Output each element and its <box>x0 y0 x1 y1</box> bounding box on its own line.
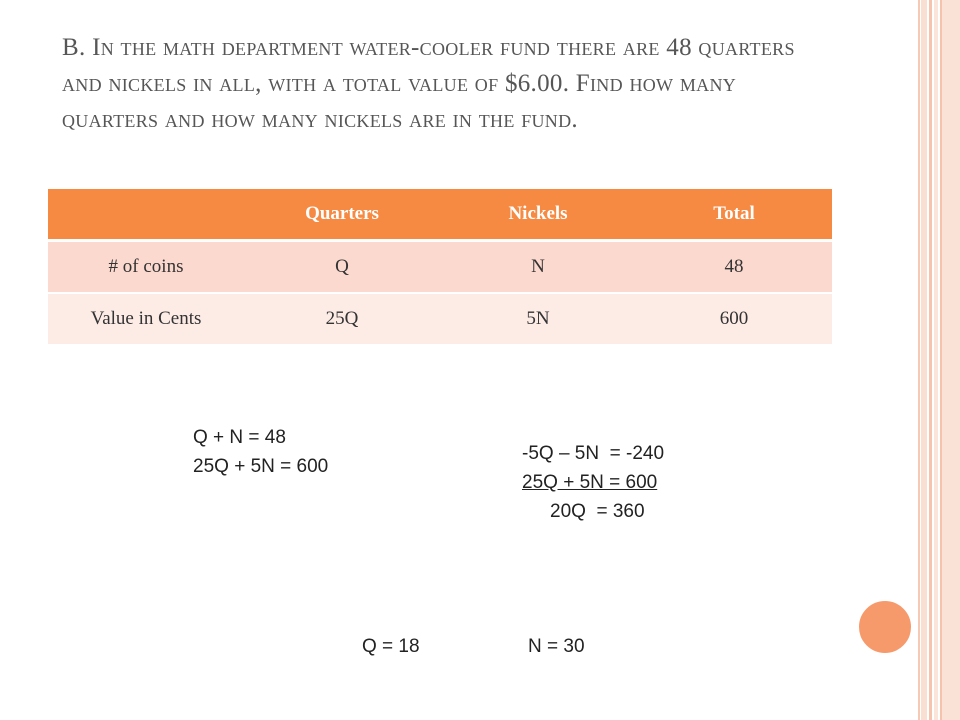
decor-stripe <box>918 0 920 720</box>
decor-stripe <box>921 0 927 720</box>
table-header: Nickels <box>440 189 636 241</box>
table-cell: 600 <box>636 293 832 344</box>
decor-circle <box>856 598 914 656</box>
table-header: Total <box>636 189 832 241</box>
table-cell: Value in Cents <box>48 293 244 344</box>
table-header-row <box>48 189 832 241</box>
table-header: Quarters <box>244 189 440 241</box>
table-cell: 25Q <box>244 293 440 344</box>
table-cell: 5N <box>440 293 636 344</box>
decor-stripe <box>940 0 960 720</box>
decor-stripe <box>929 0 932 720</box>
table-row <box>48 241 832 294</box>
decor-stripe <box>934 0 938 720</box>
table-row <box>48 293 832 344</box>
table-header <box>48 189 244 241</box>
table-cell: 48 <box>636 241 832 294</box>
answer-quarters: Q = 18 <box>362 636 420 657</box>
elimination-eq-1: -5Q – 5N = -240 <box>522 443 665 464</box>
answer-nickels: N = 30 <box>528 636 585 657</box>
table-cell: Q <box>244 241 440 294</box>
slide-title: B. In the math department water-cooler fund there are 48 quarters and nickels in all, with a total value of $6.00. Find how many quarters and how many nickels are in the fund. <box>62 34 795 133</box>
elimination-result: 20Q = 360 <box>550 501 645 522</box>
equation-1: Q + N = 48 <box>193 427 286 448</box>
table-cell: N <box>440 241 636 294</box>
equation-2: 25Q + 5N = 600 <box>193 456 329 477</box>
coin-table <box>48 189 832 344</box>
elimination-eq-2: 25Q + 5N = 600 <box>522 472 658 493</box>
table-cell: # of coins <box>48 241 244 294</box>
